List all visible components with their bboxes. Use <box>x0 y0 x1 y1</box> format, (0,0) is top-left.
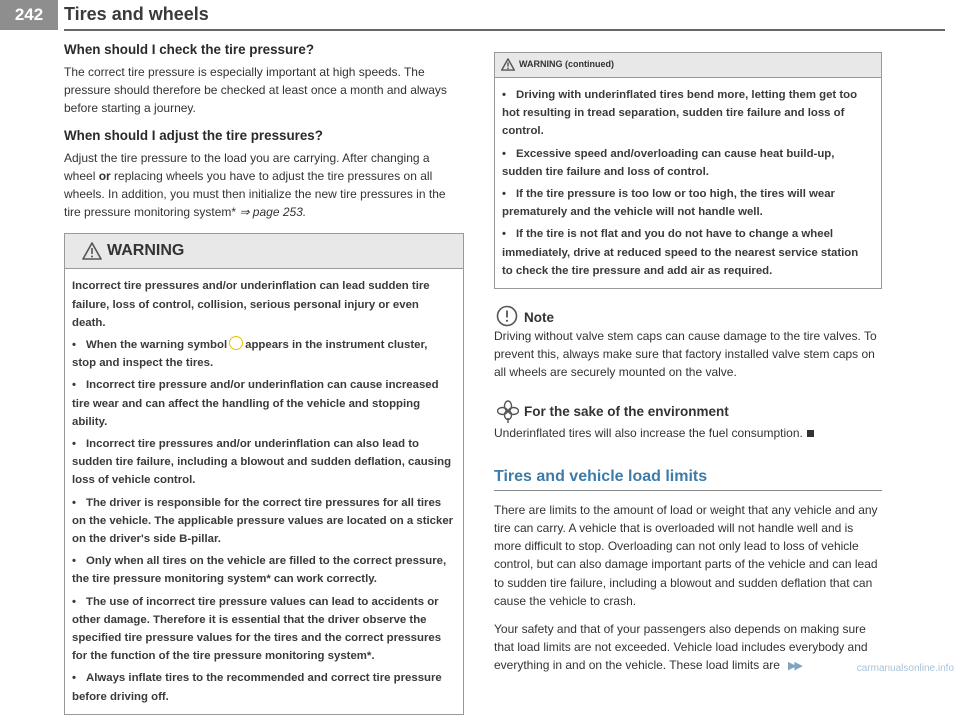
continue-arrow-icon: ▶▶ <box>787 660 801 673</box>
warning-bullet: • Always inflate tires to the recommended and correct tire pressure before driving off. <box>72 672 442 703</box>
warning-bullet: • If the tire is not flat and you do not have to change a wheel immediately, drive at reduced speed to the nearest service station to check the tire pressure and add air as required. <box>502 228 859 277</box>
note-text: Driving without valve stem caps can cause damage to the tire valves. To prevent this, always make sure that factory installed valve stem caps on all wheels are securely mounted on the valve. <box>494 329 877 380</box>
question-check-pressure: When should I check the tire pressure? <box>64 42 315 57</box>
text-run: When the warning symbol <box>86 339 228 352</box>
tire-pressure-warning-icon <box>229 336 243 350</box>
watermark: carmanualsonline.info <box>856 663 954 674</box>
text-run: Always inflate tires to the recommended and correct tire pressure before driving off. <box>72 672 442 703</box>
section-title-load-limits: Tires and vehicle load limits <box>494 468 882 491</box>
warning-intro: Incorrect tire pressures and/or underinflation can lead sudden tire failure, loss of control, collision, serious personal injury or even death. <box>72 280 430 329</box>
text-run: Driving with underinflated tires bend more, letting them get too hot resulting in tread separation, sudden tire failure and loss of control. <box>502 89 858 138</box>
bold-or: or <box>98 168 111 183</box>
load-limits-paragraph-2 <box>494 620 882 676</box>
paragraph-adjust-pressure <box>64 149 464 222</box>
warning-bullet: • Incorrect tire pressure and/or underinflation can cause increased tire wear and can affect the handling of the vehicle and stopping ability. <box>72 379 439 428</box>
warning-continued-label: WARNING (continued) <box>519 59 614 69</box>
warning-header <box>65 234 463 269</box>
warning-bullet: • The driver is responsible for the correct tire pressures for all tires on the vehicle. The applicable pressure values are located on a sticker on the driver's side B-pillar. <box>72 496 454 546</box>
warning-bullet: • The use of incorrect tire pressure values can lead to accidents or other damage. Therefore it is essential that the driver observe the specified tire pressure values for the tires and the correct pressures for the function of the tire pressure monitoring system*. <box>72 595 442 663</box>
section-end-marker <box>807 430 814 437</box>
environment-heading <box>494 400 882 424</box>
text-run: The use of incorrect tire pressure values can lead to accidents or other damage. Therefore it is essential that the driver observe the specified tire pressure values for the tires and the correct pressures for the function of the tire pressure monitoring system*. <box>72 595 442 663</box>
text-run: Only when all tires on the vehicle are filled to the correct pressure, the tire pressure monitoring system* can work correctly. <box>72 555 447 586</box>
right-column <box>494 52 882 676</box>
warning-bullet: • Only when all tires on the vehicle are filled to the correct pressure, the tire pressure monitoring system* can work correctly. <box>72 555 447 586</box>
note-heading <box>494 305 882 327</box>
text-run: Underinflated tires will also increase the fuel consumption. <box>494 425 803 440</box>
left-column <box>64 42 464 715</box>
header-rule <box>64 29 945 31</box>
text-run: Your safety and that of your passengers also depends on making sure that load limits are not exceeded. Vehicle load includes everybody and everything in and on the vehicle. These load limits are <box>494 622 868 673</box>
warning-bullet: • Incorrect tire pressures and/or underinflation can also lead to sudden tire failure, including a blowout and sudden deflation, causing loss of vehicle control. <box>72 438 452 487</box>
note-label: Note <box>524 310 554 326</box>
paragraph-check-pressure: The correct tire pressure is especially important at high speeds. The pressure should therefore be checked at least once a month and always before starting a journey. <box>64 65 447 116</box>
page-reference-link[interactable]: ⇒ page 253. <box>239 205 307 220</box>
environment-leaf-icon <box>497 400 519 427</box>
text-run: Excessive speed and/overloading can cause heat build-up, sudden tire failure and loss of control. <box>502 147 835 178</box>
text-run: appears in the instrument cluster, stop and inspect the tires. <box>72 339 428 370</box>
environment-text <box>494 424 882 442</box>
warning-continued-box <box>494 52 882 289</box>
warning-continued-header <box>495 53 881 78</box>
warning-triangle-icon <box>82 242 102 265</box>
running-title: Tires and wheels <box>64 4 209 24</box>
text-run: The driver is responsible for the correct tire pressures for all tires on the vehicle. The applicable pressure values are located on a sticker on the driver's side B-pillar. <box>72 496 454 546</box>
text-run: If the tire pressure is too low or too high, the tires will wear prematurely and the vehicle will not handle well. <box>502 188 835 219</box>
warning-continued-body <box>495 78 881 288</box>
warning-triangle-icon <box>501 58 515 76</box>
warning-label: WARNING <box>107 242 185 260</box>
load-limits-paragraph-1: There are limits to the amount of load or weight that any vehicle and any tire can carry. A vehicle that is overloaded will not handle well and is more difficult to stop. Overloading can not only lead to loss of vehicle control, but can also damage important parts of the vehicle and can lead to sudden tire failure, including a blowout and sudden deflation that can cause the vehicle to crash. <box>494 502 878 608</box>
text-run: Incorrect tire pressures and/or underinflation can also lead to sudden tire failure, including a blowout and sudden deflation, causing loss of vehicle control. <box>72 438 452 487</box>
warning-box <box>64 233 464 714</box>
warning-bullet: • Driving with underinflated tires bend more, letting them get too hot resulting in tread separation, sudden tire failure and loss of control. <box>502 89 858 138</box>
warning-bullet: • If the tire pressure is too low or too high, the tires will wear prematurely and the vehicle will not handle well. <box>502 188 835 219</box>
text-run: Adjust the tire pressure to the load you are carrying. After changing a wheel <box>64 150 430 183</box>
warning-body <box>65 269 463 713</box>
warning-bullet: • When the warning symbol appears in the instrument cluster, stop and inspect the tires. <box>72 336 454 372</box>
page-number: 242 <box>0 0 58 30</box>
text-run: If the tire is not flat and you do not have to change a wheel immediately, drive at reduced speed to the nearest service station to check the tire pressure and add air as required. <box>502 228 859 277</box>
text-run: replacing wheels you have to adjust the tire pressures on all wheels. In addition, you must then initialize the new tire pressures in the tire pressure monitoring system* <box>64 168 446 220</box>
environment-label: For the sake of the environment <box>524 403 729 419</box>
question-adjust-pressure: When should I adjust the tire pressures? <box>64 127 323 143</box>
text-run: Incorrect tire pressure and/or underinflation can cause increased tire wear and can affect the handling of the vehicle and stopping ability. <box>72 379 439 428</box>
note-circle-icon <box>496 305 518 330</box>
warning-bullet: • Excessive speed and/overloading can cause heat build-up, sudden tire failure and loss of control. <box>502 147 835 178</box>
